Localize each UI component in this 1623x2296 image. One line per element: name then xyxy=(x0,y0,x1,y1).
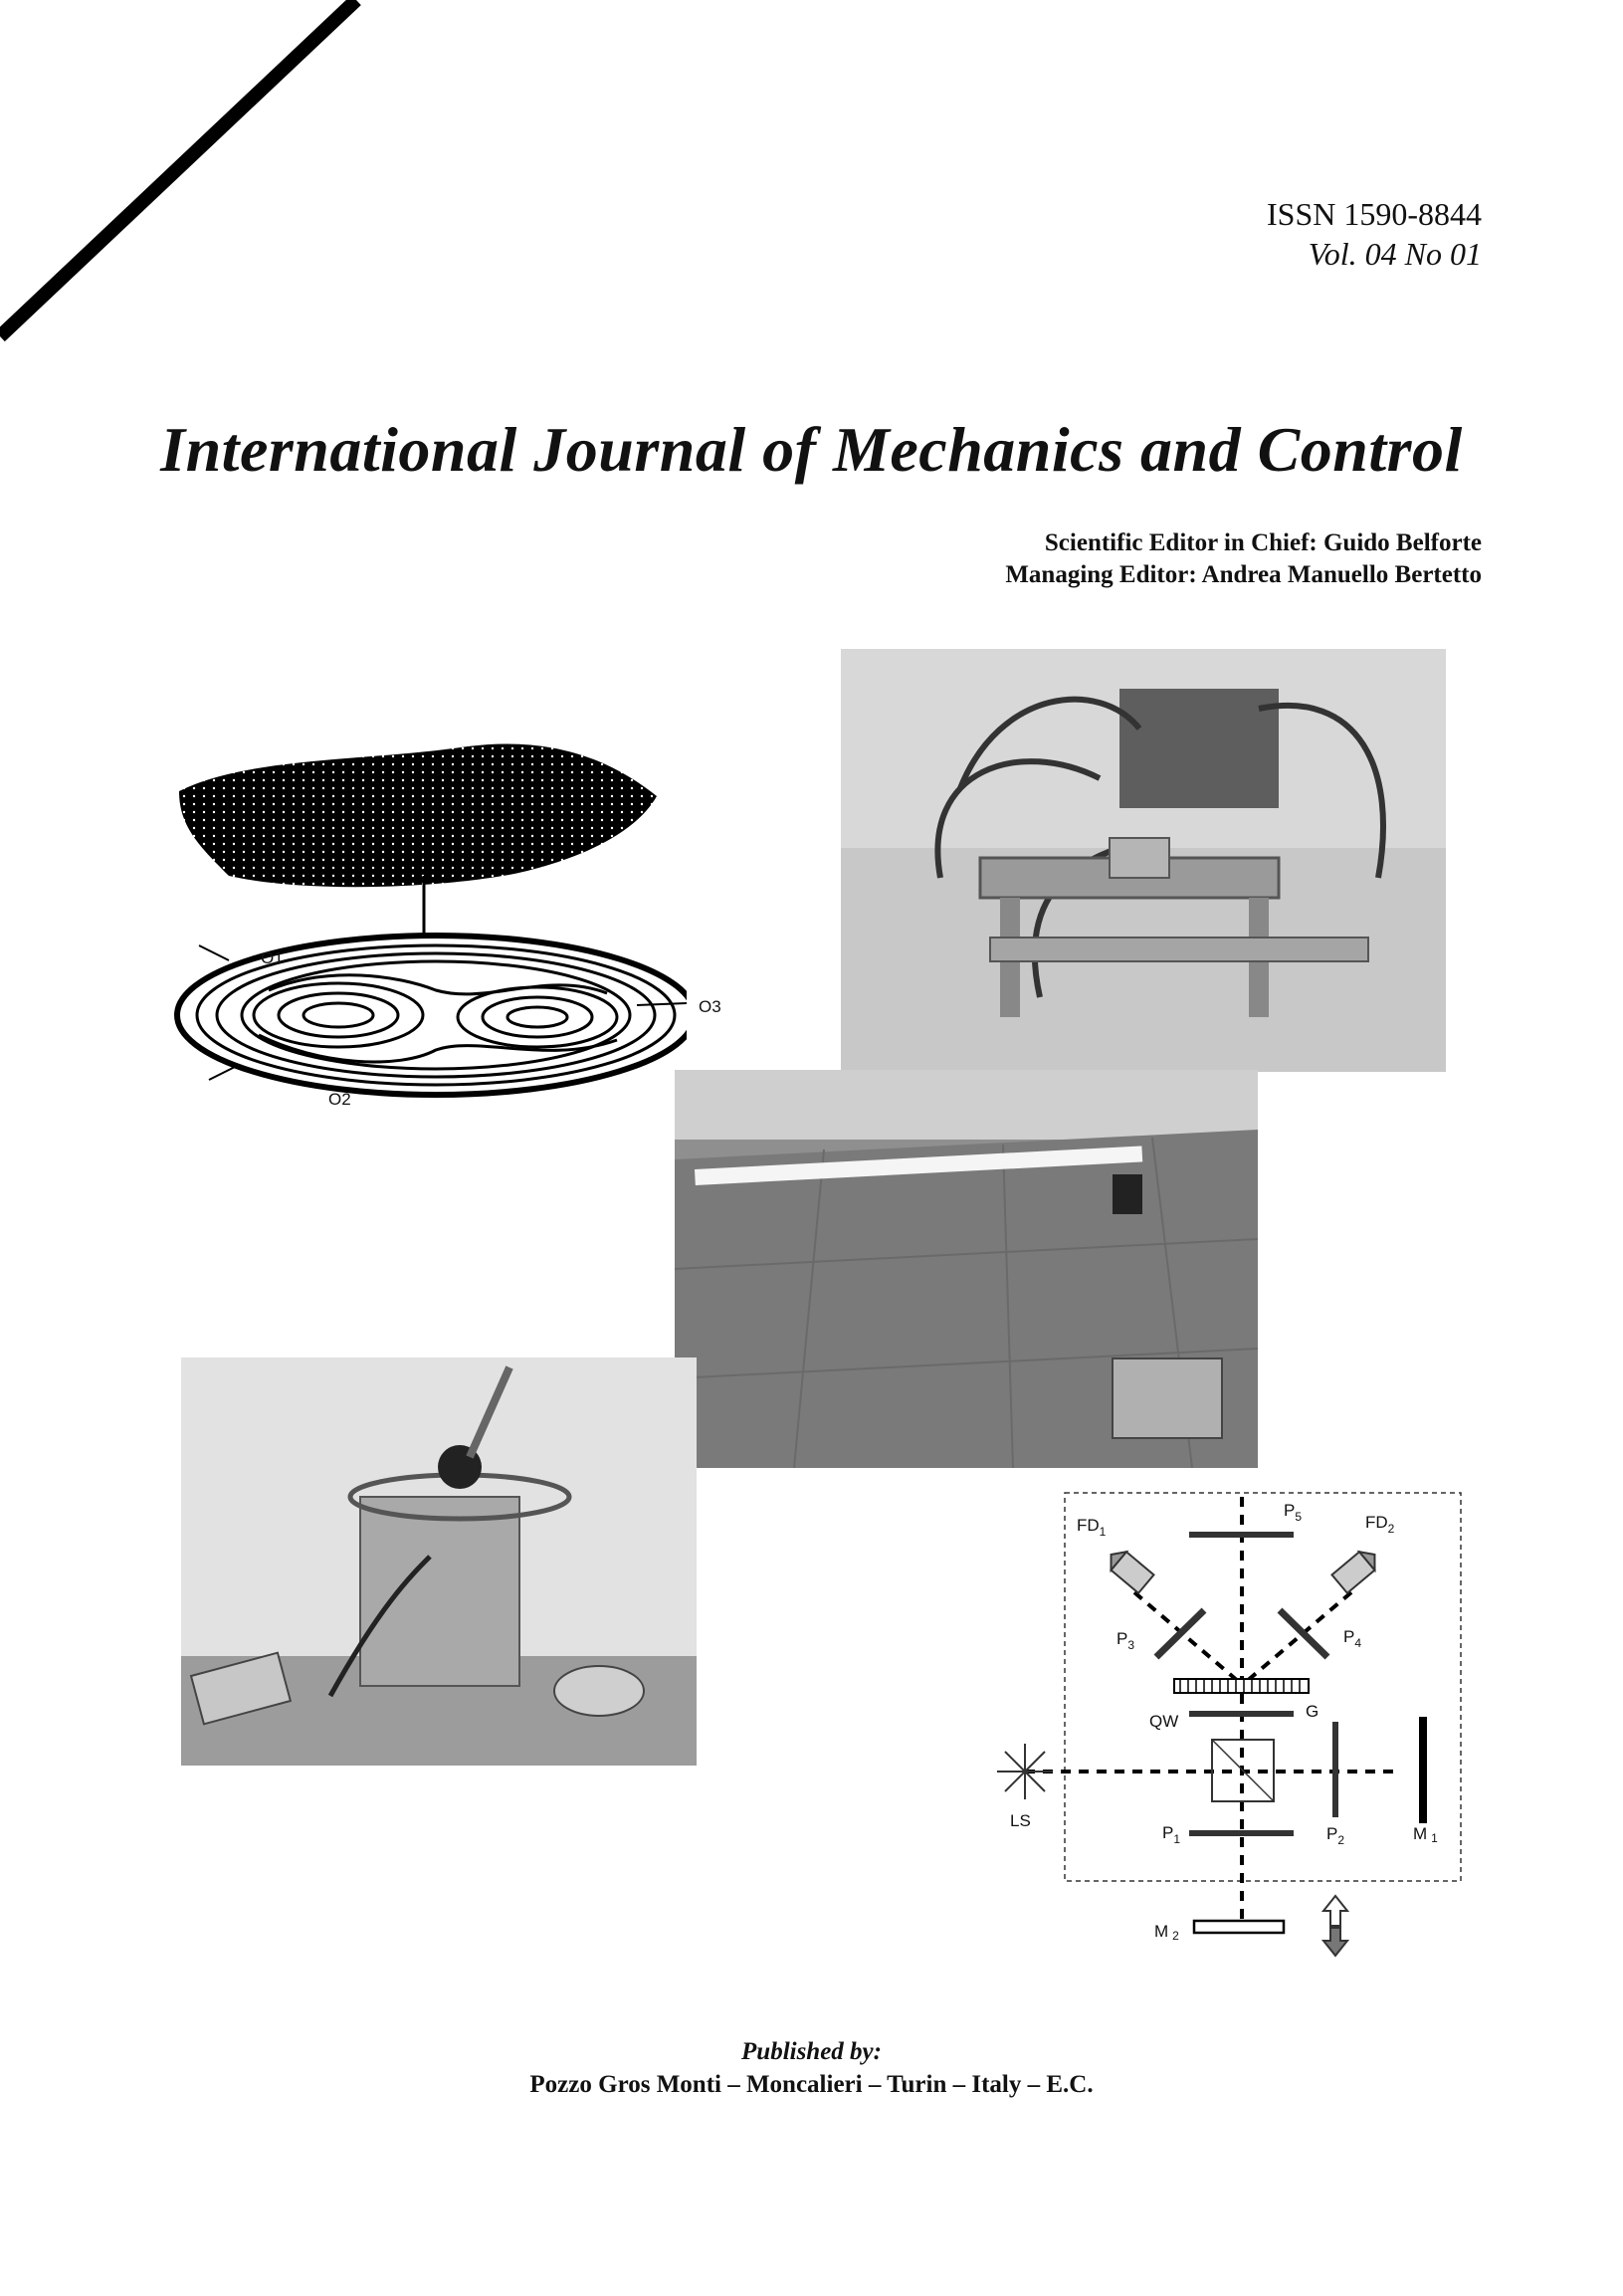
issn-block xyxy=(1267,194,1482,274)
detector-fd2-icon xyxy=(1331,1546,1382,1593)
label-p3: $P_3$ xyxy=(1116,1629,1135,1652)
label-o2: O2 xyxy=(328,1090,351,1109)
label-o3-visible: O3 xyxy=(699,997,721,1016)
label-p4: $P_4$ xyxy=(1343,1627,1362,1650)
photo-lab-bench xyxy=(675,1070,1258,1468)
label-p1: $P_1$ xyxy=(1162,1823,1181,1846)
label-qw: QW xyxy=(1149,1712,1179,1731)
corner-stripe xyxy=(0,0,398,398)
editors-block xyxy=(1005,527,1482,591)
interferometer-diagram xyxy=(995,1483,1483,1971)
light-source-icon xyxy=(997,1744,1053,1799)
label-o1: O1 xyxy=(261,948,284,967)
label-p2: $P_2$ xyxy=(1326,1824,1345,1847)
editor-in-chief: Scientific Editor in Chief: Guido Belforte xyxy=(1044,529,1482,556)
publisher-name: Pozzo Gros Monti – Moncalieri – Turin – Italy – E.C. xyxy=(529,2071,1094,2098)
publisher-block xyxy=(0,2035,1623,2101)
label-fd2: $FD_2$ xyxy=(1365,1513,1395,1536)
label-m1: M 1 xyxy=(1413,1824,1438,1845)
photo-test-rig xyxy=(181,1357,697,1766)
surface-mesh xyxy=(179,743,657,887)
label-m2: M 2 xyxy=(1154,1922,1179,1943)
managing-editor: Managing Editor: Andrea Manuello Bertetto xyxy=(1005,561,1482,588)
journal-title: International Journal of Mechanics and Control xyxy=(160,414,1463,485)
mirror-m2 xyxy=(1194,1921,1284,1933)
label-ls: LS xyxy=(1010,1811,1031,1830)
detector-fd1-icon xyxy=(1104,1546,1154,1593)
photo-pneumatic-robot xyxy=(841,649,1446,1072)
label-p5: $P_5$ xyxy=(1284,1501,1303,1524)
issn-number: ISSN 1590-8844 xyxy=(1266,196,1482,232)
grating-g xyxy=(1174,1679,1309,1693)
motion-arrow-icon xyxy=(1323,1896,1347,1956)
label-fd1: $FD_1$ xyxy=(1077,1516,1107,1539)
beam-paths xyxy=(1025,1497,1393,1921)
published-by-label: Published by: xyxy=(741,2038,882,2065)
label-g: G xyxy=(1306,1702,1319,1721)
volume-number: Vol. 04 No 01 xyxy=(1308,236,1482,272)
contour-surface-figure xyxy=(169,736,687,1115)
